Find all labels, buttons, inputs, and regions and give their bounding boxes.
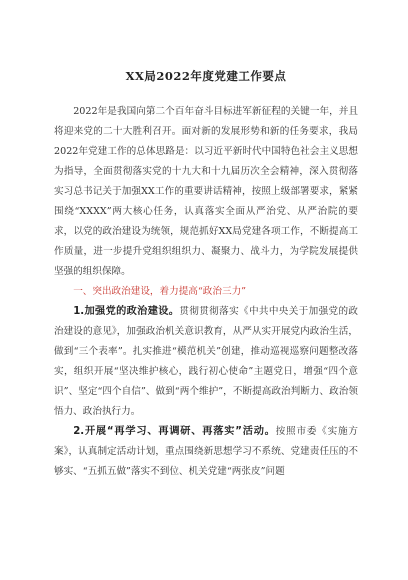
- item-2-heading: 2.开展“再学习、再调研、再落实”活动。: [73, 426, 276, 437]
- item-1-paragraph: [54, 302, 358, 422]
- document-title: XX局2022年度党建工作要点: [125, 69, 287, 83]
- item-2-paragraph: [54, 422, 358, 482]
- section-heading: 一、突出政治建设，着力提高“政治三力”: [73, 286, 247, 297]
- item-2-body: 按照市委《实施方案》，认真制定活动计划，重点围绕新思想学习不系统、党建责任压的不够实、“五抓五做”落实不到位、机关党建“两张皮”问题: [54, 426, 358, 477]
- intro-paragraph: 2022年是我国向第二个百年奋斗目标进军新征程的关键一年，并且将迎来党的二十大胜利召开。面对新的发展形势和新的任务要求，我局2022年党建工作的总体思路是：以习近平新时代中国特色社会主义思想为指导，全面贯彻落实党的十九大和十九届历次全会精神，深入贯彻落实习总书记关于加强XX工作的重要讲话精神，按照上级部署要求，紧紧围绕“XXXX”两大核心任务，认真落实全面从严治党、从严治院的要求，以党的政治建设为统领，规范抓好XX局党建各项工作，不断提高工作质量，进一步提升党组织组织力、凝聚力、战斗力，为学院发展提供坚强的组织保障。: [54, 106, 358, 277]
- item-1-body: 贯彻贯彻落实《中共中央关于加强党的政治建设的意见》，加强政治机关意识教育，从严从实开展党内政治生活，做到“三个表率”。扎实推进“模范机关”创建，推动巡视巡察问题整改落实，组织开展“坚决维护核心，践行初心使命”主题党日，增强“四个意识”、坚定“四个自信”、做到“两个维护”，不断提高政治判断力、政治领悟力、政治执行力。: [54, 306, 358, 417]
- item-1-heading: 1.加强党的政治建设。: [73, 306, 180, 317]
